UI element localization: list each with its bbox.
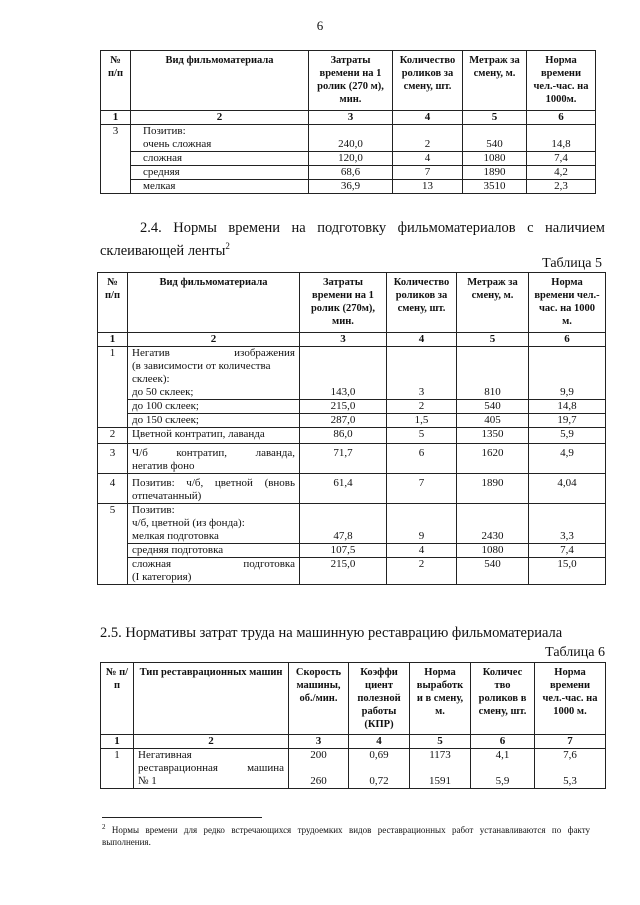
name-part: (вновь <box>264 477 296 489</box>
material-subtitle: (в зависимости от количества склеек): <box>132 360 271 385</box>
meters-value: 405 <box>457 414 529 428</box>
column-number: 2 <box>134 735 289 749</box>
footnote-text: Нормы времени для редко встречающихся трудоемких видов реставрационных работ устанавливаются по факту выполнения. <box>102 825 591 847</box>
meters-value: 2430 <box>457 504 529 544</box>
norm-value: 15,0 <box>529 558 606 585</box>
material-name: мелкая подготовка <box>132 530 219 542</box>
table-row <box>98 504 606 544</box>
output-value: 1591 <box>429 775 451 787</box>
material-name: Позитив: <box>143 125 186 137</box>
meters-value: 1080 <box>457 544 529 558</box>
row-number: 1 <box>101 749 134 789</box>
norm-value: 4,2 <box>527 166 596 180</box>
material-name <box>132 447 295 460</box>
time-value: 71,7 <box>300 444 387 474</box>
table-row <box>101 180 596 194</box>
header-cell: Норма времени чел.-час. на 1000м. <box>527 51 596 111</box>
meters-value: 1890 <box>463 166 527 180</box>
material-name: Цветной контратип, лаванда <box>128 428 300 444</box>
output-value: 1173 <box>429 749 451 761</box>
norm-value: 7,4 <box>527 152 596 166</box>
header-cell: Тип реставрационных машин <box>134 663 289 735</box>
footnote <box>102 821 590 848</box>
meters-value: 1080 <box>463 152 527 166</box>
header-cell: Количес тво роликов в смену, шт. <box>471 663 535 735</box>
material-subtitle: ч/б, цветной (из фонда): <box>132 517 245 529</box>
section-title: 2.4. Нормы времени на подготовку фильмоматериалов с наличием склеивающей ленты <box>100 220 605 259</box>
norm-value: 9,9 <box>529 347 606 400</box>
material-name: до 100 склеек; <box>128 400 300 414</box>
material-name: очень сложная <box>143 138 212 150</box>
material-name: средняя подготовка <box>128 544 300 558</box>
table-row <box>98 414 606 428</box>
header-cell: Количество роликов за смену, шт. <box>393 51 463 111</box>
row-number: 2 <box>98 428 128 444</box>
material-name: мелкая <box>131 180 309 194</box>
table-header-row <box>98 273 606 333</box>
header-cell: Норма времени чел.-час. на 1000 м. <box>535 663 606 735</box>
rolls-value: 7 <box>387 474 457 504</box>
material-name <box>132 347 295 360</box>
time-value: 68,6 <box>309 166 393 180</box>
speed-value: 260 <box>310 775 327 787</box>
time-value: 240,0 <box>338 138 363 150</box>
row-number: 3 <box>101 125 131 194</box>
rolls-value: 7 <box>393 166 463 180</box>
name-part: контратип, <box>176 447 227 459</box>
kpr-value: 0,72 <box>369 775 389 787</box>
meters-value: 810 <box>457 347 529 400</box>
name-part: машина <box>247 762 284 774</box>
table-row <box>98 400 606 414</box>
section-heading-2-4 <box>100 219 605 260</box>
column-number: 4 <box>387 333 457 347</box>
table-row <box>101 166 596 180</box>
rolls-value: 1,5 <box>387 414 457 428</box>
norm-value: 4,04 <box>529 474 606 504</box>
meters-value: 1890 <box>457 474 529 504</box>
time-value: 36,9 <box>309 180 393 194</box>
material-name: до 150 склеек; <box>128 414 300 428</box>
name-part: подготовка <box>243 558 295 570</box>
header-cell: Затраты времени на 1 ролик (270м), мин. <box>300 273 387 333</box>
name-part: Негатив <box>132 347 170 359</box>
column-number: 2 <box>131 111 309 125</box>
column-number: 5 <box>410 735 471 749</box>
header-cell: Коэффи циент полезной работы (КПР) <box>349 663 410 735</box>
name-part: изображения <box>234 347 295 359</box>
row-number: 4 <box>98 474 128 504</box>
row-number: 1 <box>98 347 128 428</box>
norm-value: 4,9 <box>529 444 606 474</box>
column-number: 1 <box>101 111 131 125</box>
machine-name <box>138 762 284 775</box>
column-number: 3 <box>289 735 349 749</box>
footnote-separator <box>102 817 262 818</box>
table-row <box>98 428 606 444</box>
rolls-value: 4 <box>387 544 457 558</box>
table-row <box>101 749 606 789</box>
material-name: Позитив: <box>132 504 175 516</box>
machine-name: № 1 <box>138 775 157 787</box>
material-name <box>132 558 295 571</box>
name-part: реставрационная <box>138 762 218 774</box>
meters-value: 540 <box>486 138 503 150</box>
speed-value: 200 <box>310 749 327 761</box>
norm-value: 5,9 <box>529 428 606 444</box>
header-cell: Вид фильмоматериала <box>128 273 300 333</box>
column-number: 2 <box>128 333 300 347</box>
norm-value: 7,4 <box>529 544 606 558</box>
table-row <box>98 347 606 400</box>
rolls-value: 2 <box>387 558 457 585</box>
table-row <box>98 544 606 558</box>
meters-value: 1620 <box>457 444 529 474</box>
table-4-continuation <box>100 50 596 194</box>
norm-value: 5,3 <box>563 775 577 787</box>
rolls-value: 5,9 <box>495 775 510 787</box>
header-cell: Количество роликов за смену, шт. <box>387 273 457 333</box>
column-number: 1 <box>98 333 128 347</box>
rolls-value: 2 <box>387 400 457 414</box>
name-part: ч/б, <box>186 477 204 489</box>
page-number: 6 <box>316 18 324 33</box>
material-name: средняя <box>131 166 309 180</box>
column-number: 4 <box>349 735 410 749</box>
material-name: до 50 склеек; <box>132 386 194 398</box>
meters-value: 540 <box>457 558 529 585</box>
column-number: 6 <box>527 111 596 125</box>
time-value: 47,8 <box>300 504 387 544</box>
meters-value: 540 <box>457 400 529 414</box>
rolls-value: 4,1 <box>495 749 510 761</box>
time-value: 143,0 <box>300 347 387 400</box>
column-number: 5 <box>457 333 529 347</box>
column-number: 1 <box>101 735 134 749</box>
column-number-row <box>98 333 606 347</box>
time-value: 215,0 <box>300 400 387 414</box>
time-value: 215,0 <box>300 558 387 585</box>
norm-value: 19,7 <box>529 414 606 428</box>
rolls-value: 9 <box>387 504 457 544</box>
machine-name: Негативная <box>138 749 192 761</box>
column-number: 3 <box>300 333 387 347</box>
section-heading-2-5: 2.5. Нормативы затрат труда на машинную реставрацию фильмоматериала <box>100 625 563 641</box>
time-value: 61,4 <box>300 474 387 504</box>
header-cell: Норма времени чел.-час. на 1000 м. <box>529 273 606 333</box>
header-cell: № п/п <box>101 663 134 735</box>
material-name: (I категория) <box>132 571 192 583</box>
header-cell: Норма выработк и в смену, м. <box>410 663 471 735</box>
header-cell: № п/п <box>101 51 131 111</box>
time-value: 287,0 <box>300 414 387 428</box>
name-part: сложная <box>132 558 172 570</box>
norm-value: 14,8 <box>529 400 606 414</box>
table-header-row <box>101 663 606 735</box>
norm-value: 2,3 <box>527 180 596 194</box>
table-row <box>101 152 596 166</box>
header-cell: Скорость машины, об./мин. <box>289 663 349 735</box>
name-part: Ч/б <box>132 447 148 459</box>
name-part: Позитив: <box>132 477 175 489</box>
column-number: 6 <box>471 735 535 749</box>
column-number-row <box>101 735 606 749</box>
column-number: 4 <box>393 111 463 125</box>
time-value: 120,0 <box>309 152 393 166</box>
time-value: 86,0 <box>300 428 387 444</box>
header-cell: Затраты времени на 1 ролик (270 м), мин. <box>309 51 393 111</box>
rolls-value: 3 <box>387 347 457 400</box>
table-row <box>101 125 596 152</box>
row-number: 3 <box>98 444 128 474</box>
rolls-value: 4 <box>393 152 463 166</box>
column-number: 3 <box>309 111 393 125</box>
norm-value: 14,8 <box>551 138 571 150</box>
norm-value: 7,6 <box>563 749 577 761</box>
header-cell: Метраж за смену, м. <box>463 51 527 111</box>
name-part: лаванда, <box>255 447 295 459</box>
column-number-row <box>101 111 596 125</box>
header-cell: № п/п <box>98 273 128 333</box>
name-part: цветной <box>214 477 253 489</box>
table-header-row <box>101 51 596 111</box>
norm-value: 3,3 <box>529 504 606 544</box>
rolls-value: 6 <box>387 444 457 474</box>
rolls-value: 2 <box>424 138 431 150</box>
header-cell: Метраж за смену, м. <box>457 273 529 333</box>
rolls-value: 5 <box>387 428 457 444</box>
column-number: 6 <box>529 333 606 347</box>
column-number: 7 <box>535 735 606 749</box>
kpr-value: 0,69 <box>369 749 389 761</box>
time-value: 107,5 <box>300 544 387 558</box>
meters-value: 1350 <box>457 428 529 444</box>
table-label: Таблица 5 <box>542 256 602 271</box>
material-name: негатив фоно <box>132 460 195 472</box>
table-row <box>98 558 606 585</box>
footnote-mark: 2 <box>102 823 106 831</box>
material-name: сложная <box>131 152 309 166</box>
footnote-reference: 2 <box>225 241 230 251</box>
rolls-value: 13 <box>393 180 463 194</box>
table-5 <box>97 272 606 585</box>
table-6 <box>100 662 606 789</box>
column-number: 5 <box>463 111 527 125</box>
material-name: отпечатанный) <box>132 490 202 502</box>
table-row <box>98 444 606 474</box>
row-number: 5 <box>98 504 128 585</box>
table-row <box>98 474 606 504</box>
table-label: Таблица 6 <box>545 645 605 660</box>
material-name <box>132 477 295 490</box>
header-cell: Вид фильмоматериала <box>131 51 309 111</box>
meters-value: 3510 <box>463 180 527 194</box>
